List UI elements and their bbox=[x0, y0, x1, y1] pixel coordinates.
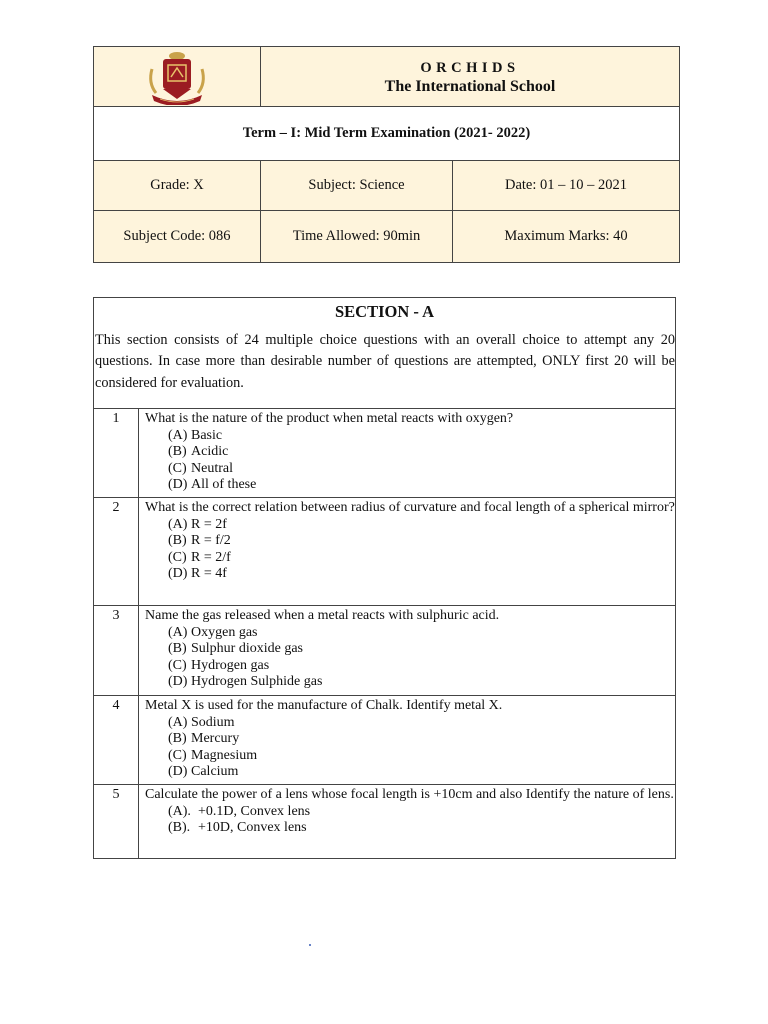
stray-dot bbox=[309, 944, 311, 946]
option-text: Calcium bbox=[191, 764, 239, 780]
option-label: (B) bbox=[168, 444, 187, 460]
answer-option bbox=[145, 566, 675, 583]
option-text: Magnesium bbox=[191, 747, 258, 763]
option-text: +0.1D, Convex lens bbox=[198, 803, 311, 819]
grade-cell: Grade: X bbox=[94, 161, 261, 211]
exam-title: Term – I: Mid Term Examination (2021- 2022) bbox=[94, 107, 680, 161]
answer-option bbox=[145, 517, 675, 534]
answer-option bbox=[145, 444, 675, 461]
exam-header-table bbox=[93, 46, 680, 263]
question-text: Metal X is used for the manufacture of Chalk. Identify metal X. bbox=[145, 698, 503, 713]
answer-option bbox=[145, 658, 675, 675]
max-marks-cell: Maximum Marks: 40 bbox=[453, 211, 680, 263]
question-text: What is the nature of the product when metal reacts with oxygen? bbox=[145, 411, 514, 426]
answer-option bbox=[145, 533, 675, 550]
question-text: Calculate the power of a lens whose focal length is +10cm and also Identify the nature of lens. bbox=[145, 787, 674, 802]
answer-option bbox=[145, 477, 675, 494]
answer-option bbox=[145, 461, 675, 478]
question-row bbox=[94, 785, 675, 858]
option-text: R = f/2 bbox=[191, 533, 231, 549]
option-label: (A). bbox=[168, 803, 191, 819]
answer-option bbox=[145, 428, 675, 445]
answer-option bbox=[145, 731, 675, 748]
option-text: Hydrogen gas bbox=[191, 657, 270, 673]
question-body bbox=[139, 498, 676, 606]
question-number: 5 bbox=[94, 785, 139, 858]
date-cell: Date: 01 – 10 – 2021 bbox=[453, 161, 680, 211]
question-number: 1 bbox=[94, 409, 139, 498]
school-subtitle: The International School bbox=[384, 77, 556, 95]
option-label: (A) bbox=[168, 516, 188, 532]
question-body bbox=[139, 785, 676, 858]
question-text: What is the correct relation between radius of curvature and focal length of a spherical mirror? bbox=[145, 500, 675, 515]
option-label: (A) bbox=[168, 714, 188, 730]
school-logo bbox=[94, 47, 261, 107]
option-label: (B) bbox=[168, 533, 187, 549]
school-crest-icon bbox=[146, 49, 208, 105]
option-label: (B) bbox=[168, 641, 187, 657]
question-row bbox=[94, 696, 675, 785]
option-text: Hydrogen Sulphide gas bbox=[191, 674, 323, 690]
answer-option bbox=[145, 748, 675, 765]
option-text: All of these bbox=[191, 477, 257, 493]
answer-option bbox=[145, 625, 675, 642]
question-row bbox=[94, 606, 675, 696]
option-text: Basic bbox=[191, 427, 223, 443]
question-body bbox=[139, 696, 676, 785]
question-row bbox=[94, 498, 675, 606]
question-number: 3 bbox=[94, 606, 139, 696]
answer-option bbox=[145, 804, 675, 821]
section-instructions: This section consists of 24 multiple choice questions with an overall choice to attempt any 20 questions. In case more than desirable number of questions are attempted, ONLY first 20 will be considered for evaluation. bbox=[95, 332, 675, 391]
option-label: (B) bbox=[168, 731, 187, 747]
question-body bbox=[139, 606, 676, 696]
answer-option bbox=[145, 764, 675, 781]
school-name: ORCHIDS bbox=[420, 59, 520, 76]
option-text: Oxygen gas bbox=[191, 624, 258, 640]
question-number: 2 bbox=[94, 498, 139, 606]
option-text: Neutral bbox=[191, 460, 233, 476]
option-text: Acidic bbox=[191, 444, 229, 460]
section-a bbox=[93, 297, 676, 859]
option-text: Sulphur dioxide gas bbox=[191, 641, 303, 657]
answer-option bbox=[145, 550, 675, 567]
question-text: Name the gas released when a metal reacts with sulphuric acid. bbox=[145, 608, 500, 623]
answer-option bbox=[145, 715, 675, 732]
option-label: (D) bbox=[168, 566, 188, 582]
question-row bbox=[94, 409, 675, 498]
questions-table bbox=[94, 408, 675, 858]
option-label: (D) bbox=[168, 477, 188, 493]
answer-option bbox=[145, 641, 675, 658]
option-label: (C) bbox=[168, 549, 187, 565]
time-allowed-cell: Time Allowed: 90min bbox=[261, 211, 453, 263]
answer-option bbox=[145, 674, 675, 691]
option-label: (D) bbox=[168, 674, 188, 690]
subject-code-cell: Subject Code: 086 bbox=[94, 211, 261, 263]
option-label: (C) bbox=[168, 657, 187, 673]
option-label: (B). bbox=[168, 820, 191, 836]
question-number: 4 bbox=[94, 696, 139, 785]
section-title: SECTION - A bbox=[334, 302, 435, 321]
subject-cell: Subject: Science bbox=[261, 161, 453, 211]
option-text: +10D, Convex lens bbox=[198, 820, 307, 836]
option-text: R = 2/f bbox=[191, 549, 231, 565]
option-label: (D) bbox=[168, 764, 188, 780]
option-text: Sodium bbox=[191, 714, 235, 730]
answer-option bbox=[145, 820, 675, 837]
option-text: R = 4f bbox=[191, 566, 227, 582]
question-body bbox=[139, 409, 676, 498]
option-label: (C) bbox=[168, 747, 187, 763]
option-label: (C) bbox=[168, 460, 187, 476]
option-text: Mercury bbox=[191, 731, 240, 747]
option-text: R = 2f bbox=[191, 516, 227, 532]
option-label: (A) bbox=[168, 624, 188, 640]
option-label: (A) bbox=[168, 427, 188, 443]
